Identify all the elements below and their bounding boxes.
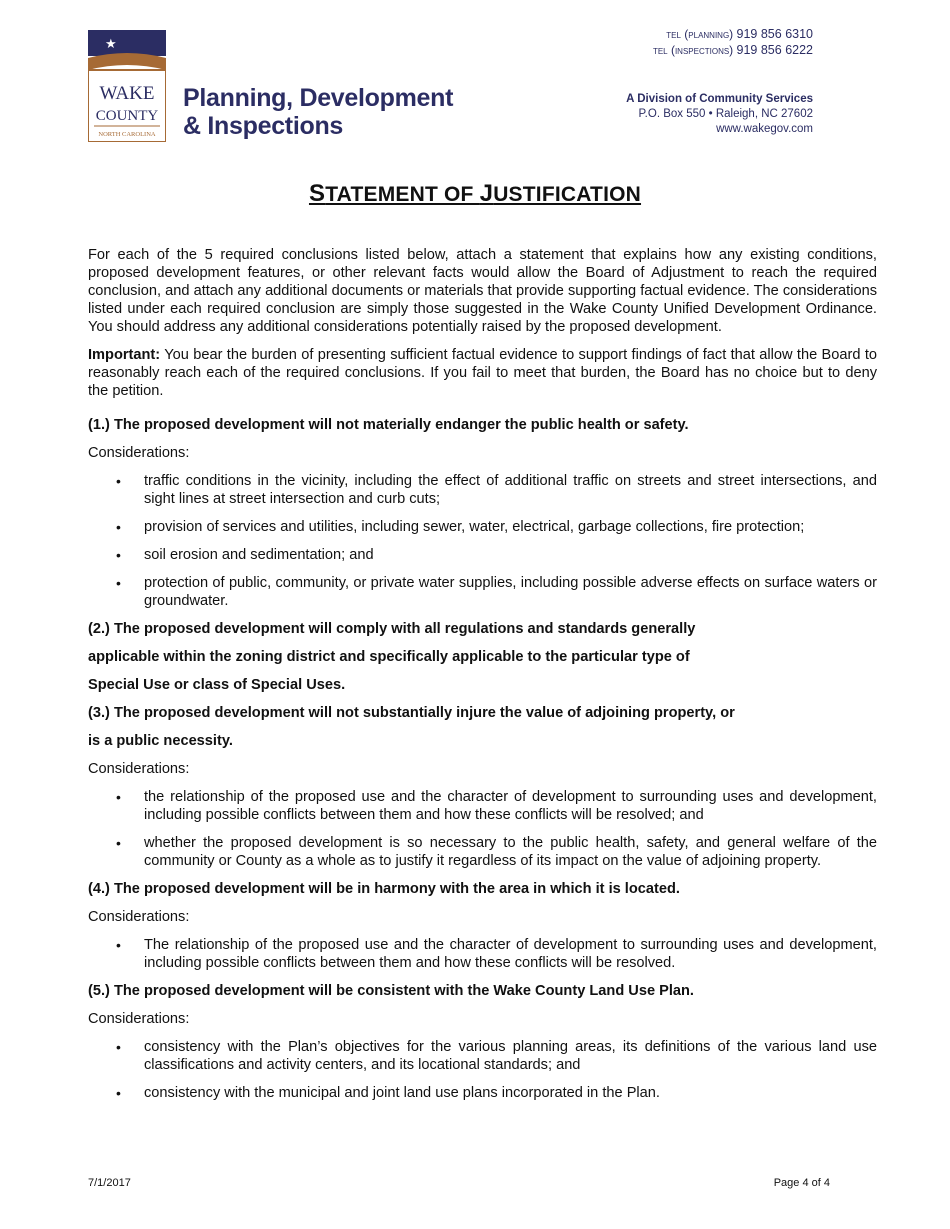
tel-inspections-label: tel (inspections)	[652, 42, 734, 57]
list-item: • soil erosion and sedimentation; and	[116, 546, 877, 564]
seal-graphic	[88, 30, 166, 142]
department-line1: Planning, Development	[183, 84, 454, 112]
section-3-heading-line2: is a public necessity.	[88, 733, 233, 749]
website-link[interactable]: www.wakegov.com	[716, 123, 813, 135]
section-5-considerations-label: Considerations:	[88, 1011, 190, 1027]
department-name	[183, 84, 453, 140]
tel-planning-number: 919 856 6310	[736, 27, 813, 41]
list-item: • consistency with the Plan’s objectives for the various planning areas, its definitions of the various land use classifications and activity centers, and its locational standards; and	[116, 1038, 877, 1074]
document-body	[88, 246, 877, 1112]
section-1-considerations-label: Considerations:	[88, 445, 190, 461]
division-name: A Division of Community Services	[626, 93, 813, 105]
list-item: • the relationship of the proposed use and the character of development to surrounding uses and development, including possible conflicts between them and how these conflicts will be resolved; and	[116, 788, 877, 824]
tel-planning-label: tel (planning)	[666, 27, 734, 41]
important-label: Important:	[88, 347, 161, 363]
section-3-considerations	[88, 788, 877, 870]
section-3-considerations-label: Considerations:	[88, 761, 190, 777]
page-title	[0, 180, 950, 208]
list-item: • consistency with the municipal and joint land use plans incorporated in the Plan.	[116, 1084, 877, 1102]
section-2-heading-line2: applicable within the zoning district and specifically applicable to the particular type of	[88, 649, 690, 665]
list-item: • provision of services and utilities, including sewer, water, electrical, garbage collections, fire protection;	[116, 518, 877, 536]
list-item: • traffic conditions in the vicinity, including the effect of additional traffic on streets and street intersections, and sight lines at street intersection and curb cuts;	[116, 472, 877, 508]
list-item: • protection of public, community, or private water supplies, including possible adverse effects on surface waters or groundwater.	[116, 574, 877, 610]
important-text: You bear the burden of presenting sufficient factual evidence to support findings of fact that allow the Board to reasonably reach each of the required conclusions. If you fail to meet that burden, the Board has no choice but to deny the petition.	[88, 347, 877, 399]
title-initial-j: J	[479, 180, 494, 207]
title-part2: USTIFICATION	[493, 183, 642, 206]
section-2-heading-line1: (2.) The proposed development will comply with all regulations and standards generally	[88, 621, 696, 637]
mailing-address: P.O. Box 550 • Raleigh, NC 27602	[638, 108, 813, 120]
contact-block	[626, 27, 813, 137]
section-5-heading: (5.) The proposed development will be consistent with the Wake County Land Use Plan.	[88, 983, 694, 999]
section-4-heading: (4.) The proposed development will be in harmony with the area in which it is located.	[88, 881, 680, 897]
footer-page-number: Page 4 of 4	[773, 1177, 830, 1189]
address-block	[626, 92, 813, 137]
section-4-considerations-label: Considerations:	[88, 909, 190, 925]
section-4-considerations	[88, 936, 877, 972]
list-item: • The relationship of the proposed use and the character of development to surrounding uses and development, including possible conflicts between them and how these conflicts will be resolved.	[116, 936, 877, 972]
seal-line1: WAKE	[99, 83, 155, 104]
section-2-heading-line3: Special Use or class of Special Uses.	[88, 677, 346, 693]
section-1-considerations	[88, 472, 877, 610]
tel-planning	[626, 27, 813, 43]
tel-inspections	[626, 43, 813, 59]
department-line2: & Inspections	[183, 112, 344, 140]
seal-line3: NORTH CAROLINA	[98, 131, 156, 138]
title-initial-s: S	[308, 180, 326, 207]
intro-paragraph: For each of the 5 required conclusions listed below, attach a statement that explains how any existing conditions, proposed development features, or other relevant facts would allow the Board of Adjustment to reach the required conclusion, and attach any additional documents or materials that provide supporting factual evidence. The considerations listed under each required conclusion are simply those suggested in the Wake County Unified Development Ordinance. You should address any additional considerations potentially raised by the proposed development.	[88, 247, 877, 335]
section-3-heading-line1: (3.) The proposed development will not substantially injure the value of adjoining property, or	[88, 705, 735, 721]
section-1-heading: (1.) The proposed development will not materially endanger the public health or safety.	[88, 417, 689, 433]
footer-date: 7/1/2017	[88, 1177, 131, 1189]
wake-county-seal-logo	[88, 30, 166, 142]
title-part1: TATEMENT OF	[325, 183, 480, 206]
section-5-considerations	[88, 1038, 877, 1102]
important-paragraph	[88, 346, 877, 400]
star-icon: ★	[105, 37, 117, 52]
list-item: • whether the proposed development is so necessary to the public health, safety, and general welfare of the community or County as a whole as to justify it regardless of its impact on the value of adjoining property.	[116, 834, 877, 870]
tel-inspections-number: 919 856 6222	[736, 42, 813, 57]
seal-line2: COUNTY	[95, 108, 159, 124]
